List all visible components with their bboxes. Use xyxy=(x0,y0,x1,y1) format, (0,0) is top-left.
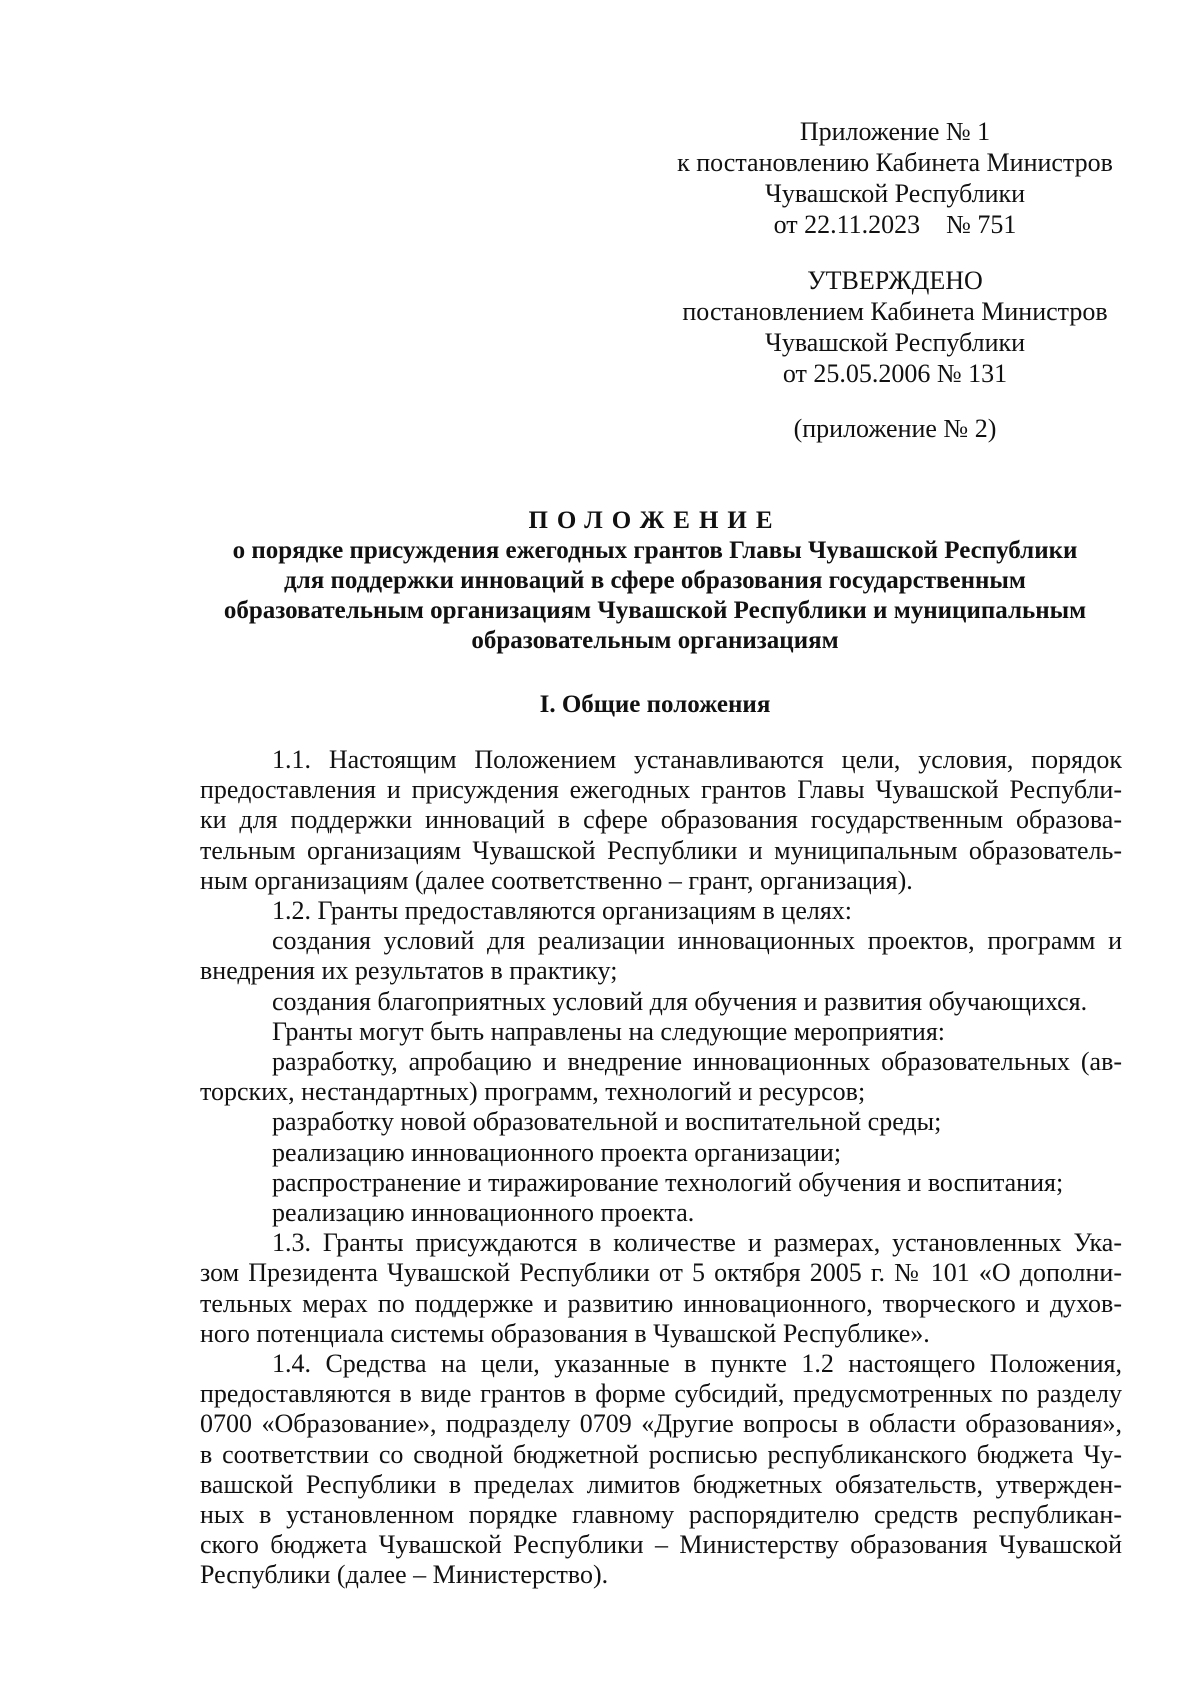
text-line: вашской Республики в пределах лимитов бюджетных обязательств, утвержден- xyxy=(200,1469,1122,1499)
approved-line: от 25.05.2006 № 131 xyxy=(782,359,1008,388)
text-line: ных в установленном порядке главному распорядителю средств республикан- xyxy=(200,1500,1122,1530)
approved-line: УТВЕРЖДЕНО xyxy=(807,266,983,295)
text-line: реализацию инновационного проекта. xyxy=(272,1198,695,1228)
appendix-line: к постановлению Кабинета Министров xyxy=(677,148,1113,177)
document-subtitle xyxy=(190,536,1120,656)
text-line: Республики (далее – Министерство). xyxy=(200,1560,609,1590)
text-line: тельных мерах по поддержке и развитию инновационного, творческого и духов- xyxy=(200,1288,1122,1318)
text-line: Гранты могут быть направлены на следующие мероприятия: xyxy=(272,1016,946,1046)
subtitle-line: образовательным организациям Чувашской Республики и муниципальным xyxy=(223,597,1087,624)
text-line: 1.3. Гранты присуждаются в количестве и размерах, установленных Ука- xyxy=(272,1228,1122,1258)
text-line: ного потенциала системы образования в Чувашской Республике». xyxy=(200,1318,930,1348)
appendix-header xyxy=(660,116,1130,240)
text-line: предоставляются в виде грантов в форме субсидий, предусмотренных по разделу xyxy=(200,1379,1122,1409)
appendix-line: от 22.11.2023 № 751 xyxy=(773,210,1017,239)
approved-line: постановлением Кабинета Министров xyxy=(682,297,1108,326)
approved-line: Чувашской Республики xyxy=(764,328,1026,357)
appendix-line: Чувашской Республики xyxy=(764,179,1026,208)
text-line: реализацию инновационного проекта организации; xyxy=(272,1137,842,1167)
text-line: 1.4. Средства на цели, указанные в пункте 1.2 настоящего Положения, xyxy=(272,1349,1122,1379)
section-heading: I. Общие положения xyxy=(539,691,771,718)
section-body xyxy=(200,745,1122,1591)
appendix-reference: (приложение № 2) xyxy=(793,414,997,443)
text-line: разработку, апробацию и внедрение инновационных образовательных (ав- xyxy=(272,1047,1122,1077)
text-line: ки для поддержки инноваций в сфере образования государственным образова- xyxy=(200,805,1122,835)
text-line: ным организациям (далее соответственно – грант, организация). xyxy=(200,865,913,895)
subtitle-line: для поддержки инноваций в сфере образования государственным xyxy=(284,567,1026,594)
approved-header xyxy=(660,265,1130,389)
text-line: распространение и тиражирование технологий обучения и воспитания; xyxy=(272,1167,1064,1197)
text-line: в соответствии со сводной бюджетной росписью республиканского бюджета Чу- xyxy=(200,1439,1122,1469)
text-line: разработку новой образовательной и воспитательной среды; xyxy=(272,1107,942,1137)
text-line: тельным организациям Чувашской Республики и муниципальным образователь- xyxy=(200,835,1122,865)
text-line: создания условий для реализации инновационных проектов, программ и xyxy=(272,926,1122,956)
text-line: создания благоприятных условий для обучения и развития обучающихся. xyxy=(272,986,1088,1016)
text-line: зом Президента Чувашской Республики от 5 октября 2005 г. № 101 «О дополни- xyxy=(200,1258,1122,1288)
text-line: 1.2. Гранты предоставляются организациям в целях: xyxy=(272,896,853,926)
text-line: 1.1. Настоящим Положением устанавливаются цели, условия, порядок xyxy=(272,745,1122,774)
text-line: внедрения их результатов в практику; xyxy=(200,956,618,986)
text-line: предоставления и присуждения ежегодных грантов Главы Чувашской Республи- xyxy=(200,775,1122,805)
text-line: 0700 «Образование», подразделу 0709 «Другие вопросы в области образования», xyxy=(200,1409,1122,1439)
text-line: торских, нестандартных) программ, технологий и ресурсов; xyxy=(200,1077,866,1107)
subtitle-line: о порядке присуждения ежегодных грантов Главы Чувашской Республики xyxy=(232,537,1078,564)
subtitle-line: образовательным организациям xyxy=(471,627,839,654)
document-title: ПОЛОЖЕНИЕ xyxy=(528,507,782,534)
text-line: ского бюджета Чувашской Республики – Министерству образования Чувашской xyxy=(200,1530,1122,1560)
appendix-line: Приложение № 1 xyxy=(799,117,991,146)
